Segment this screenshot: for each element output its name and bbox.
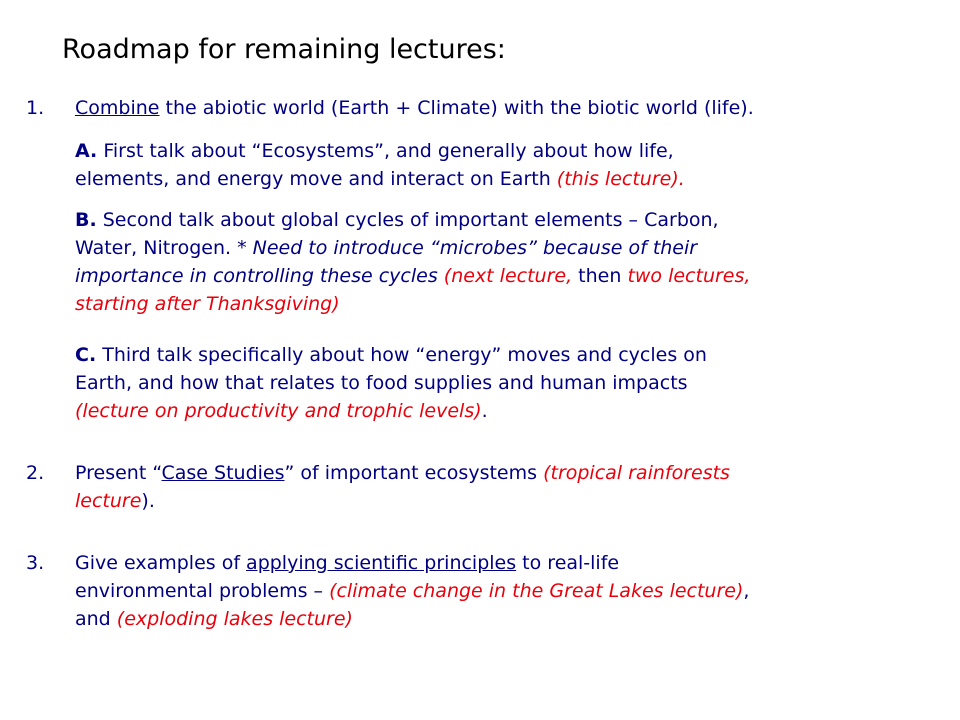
- lecture-reference: (tropical rainforests: [543, 462, 730, 484]
- sub-item-a: [75, 137, 945, 193]
- lecture-reference: (this lecture).: [556, 168, 685, 190]
- item-text-end: ).: [141, 490, 155, 512]
- sub-item-text: then: [572, 265, 628, 287]
- item-text: [75, 549, 945, 633]
- lecture-reference: (exploding lakes lecture): [116, 608, 353, 630]
- sub-item-note: * Need to introduce “microbes” because of their: [237, 237, 698, 259]
- lecture-reference: (next lecture,: [443, 265, 573, 287]
- sub-item-line: [75, 137, 945, 165]
- sub-item-b: [75, 206, 945, 318]
- item-number: 3.: [26, 552, 45, 574]
- sub-item-letter: C.: [75, 344, 97, 366]
- lecture-reference: (lecture on productivity and trophic levels): [75, 400, 482, 422]
- sub-item-text: Third talk specifically about how “energy” moves and cycles on: [96, 344, 707, 366]
- sub-item-text: .: [481, 400, 488, 422]
- item-underlined-text: applying scientific principles: [246, 552, 517, 574]
- item-number: 1.: [26, 97, 45, 119]
- item-line: [75, 605, 945, 633]
- sub-item-line: [75, 397, 945, 425]
- item-text: environmental problems –: [75, 580, 330, 602]
- item-text-end: ,: [743, 580, 750, 602]
- sub-item-letter: A.: [75, 140, 98, 162]
- sub-item-line: [75, 341, 945, 369]
- sub-item-text: Water, Nitrogen.: [75, 237, 238, 259]
- item-number: 2.: [26, 462, 45, 484]
- lecture-reference: two lectures,: [627, 265, 751, 287]
- item-text-pre: Present “: [75, 462, 162, 484]
- item-text-mid: to real-life: [516, 552, 620, 574]
- item-text: [75, 94, 945, 122]
- sub-item-c: [75, 341, 945, 425]
- sub-item-letter: B.: [75, 209, 97, 231]
- item-underlined-text: Combine: [75, 97, 160, 119]
- item-text-mid: ” of important ecosystems: [284, 462, 544, 484]
- item-text-pre: Give examples of: [75, 552, 247, 574]
- sub-item-text: Second talk about global cycles of important elements – Carbon,: [96, 209, 719, 231]
- lecture-reference: (climate change in the Great Lakes lecture): [329, 580, 744, 602]
- sub-item-line: [75, 262, 945, 290]
- item-text: and: [75, 608, 117, 630]
- lecture-reference: lecture: [75, 490, 142, 512]
- item-text: [75, 459, 945, 515]
- slide-title: Roadmap for remaining lectures:: [62, 34, 506, 65]
- sub-item-line: [75, 234, 945, 262]
- item-line: [75, 459, 945, 487]
- sub-item-text: First talk about “Ecosystems”, and generally about how life,: [97, 140, 674, 162]
- item-line: [75, 549, 945, 577]
- sub-item-line: [75, 165, 945, 193]
- item-line: [75, 577, 945, 605]
- sub-item-note: importance in controlling these cycles: [75, 265, 444, 287]
- sub-item-text: Earth, and how that relates to food supplies and human impacts: [75, 372, 688, 394]
- item-text-rest: the abiotic world (Earth + Climate) with the biotic world (life).: [159, 97, 754, 119]
- item-line: [75, 487, 945, 515]
- sub-item-line: [75, 206, 945, 234]
- item-underlined-text: Case Studies: [161, 462, 285, 484]
- sub-item-text: elements, and energy move and interact on Earth: [75, 168, 557, 190]
- lecture-reference: starting after Thanksgiving): [75, 293, 340, 315]
